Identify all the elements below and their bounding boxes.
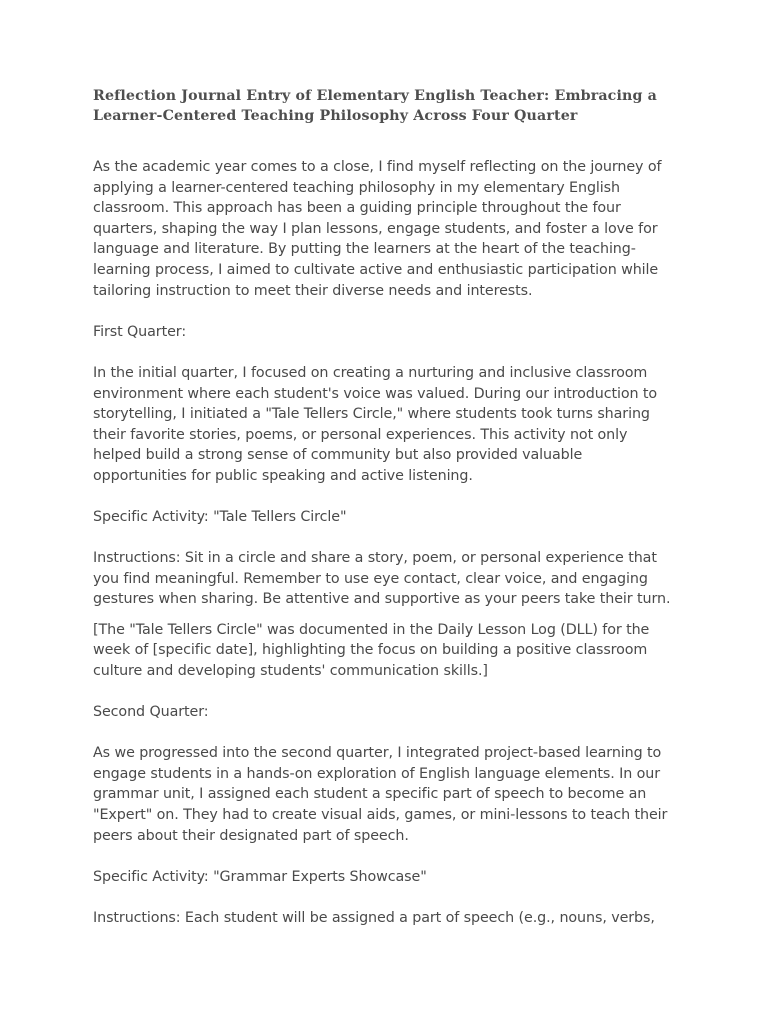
- second-quarter-paragraph: As we progressed into the second quarter, I integrated project-based learning to engage students in a hands-on exploration of English language elements. In our grammar unit, I assigned each student a specific part of speech to become an "Expert" on. They had to create visual aids, games, or mini-lessons to teach their peers about their designated part of speech.: [93, 745, 668, 844]
- first-quarter-heading: First Quarter:: [93, 323, 187, 340]
- document-page: [93, 87, 678, 949]
- first-activity-instructions: Instructions: Sit in a circle and share a story, poem, or personal experience that you find meaningful. Remember to use eye contact, clear voice, and engaging gestures when sharing. Be attentive and supportive as your peers take their turn.: [93, 550, 671, 608]
- first-activity-heading: Specific Activity: "Tale Tellers Circle": [93, 509, 347, 526]
- second-quarter-heading: Second Quarter:: [93, 704, 209, 721]
- intro-paragraph: As the academic year comes to a close, I find myself reflecting on the journey of applying a learner-centered teaching philosophy in my elementary English classroom. This approach has been a guiding principle throughout the four quarters, shaping the way I plan lessons, engage students, and foster a love for language and literature. By putting the learners at the heart of the teaching-learning process, I aimed to cultivate active and enthusiastic participation while tailoring instruction to meet their diverse needs and interests.: [93, 159, 662, 299]
- first-quarter-paragraph: In the initial quarter, I focused on creating a nurturing and inclusive classroom environment where each student's voice was valued. During our introduction to storytelling, I initiated a "Tale Tellers Circle," where students took turns sharing their favorite stories, poems, or personal experiences. This activity not only helped build a strong sense of community but also provided valuable opportunities for public speaking and active listening.: [93, 364, 658, 484]
- second-activity-instructions: Instructions: Each student will be assigned a part of speech (e.g., nouns, verbs,: [93, 909, 655, 926]
- second-activity-heading: Specific Activity: "Grammar Experts Showcase": [93, 868, 427, 885]
- first-activity-dll-note: [The "Tale Tellers Circle" was documented in the Daily Lesson Log (DLL) for the week of [specific date], highlighting the focus on building a positive classroom culture and developing students' communication skills.]: [93, 621, 650, 679]
- document-title: Reflection Journal Entry of Elementary English Teacher: Embracing a Learner-Centered Teaching Philosophy Across Four Quarter: [93, 88, 657, 124]
